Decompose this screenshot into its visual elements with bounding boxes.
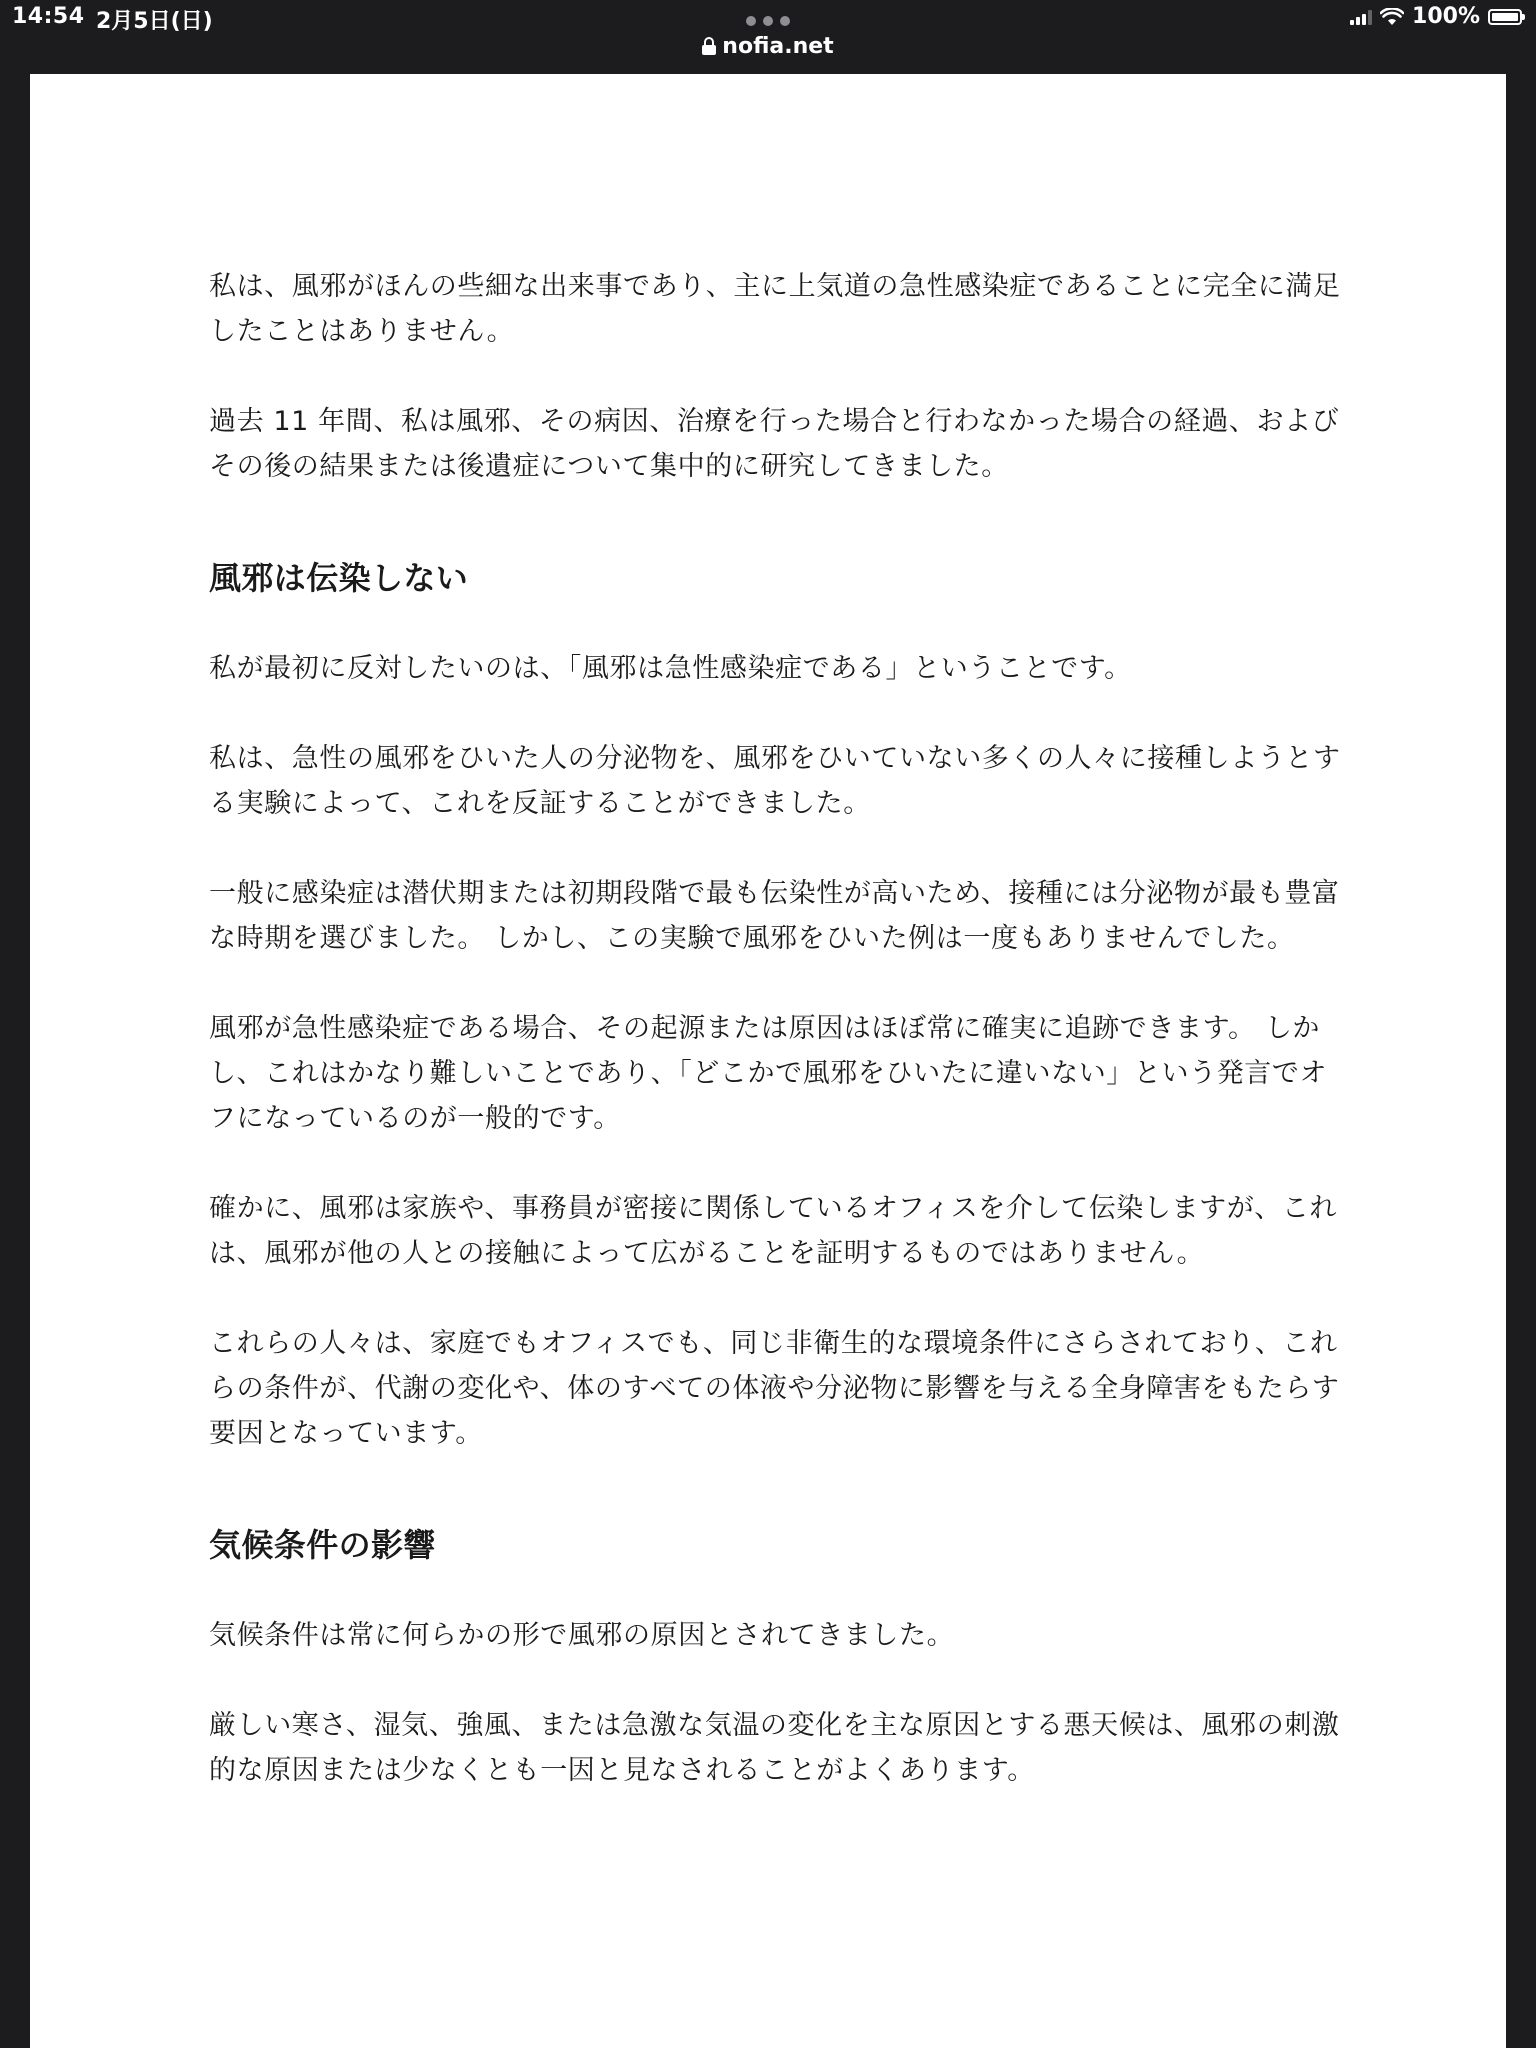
section-heading: 風邪は伝染しない (209, 559, 469, 597)
paragraph: 私が最初に反対したいのは、「風邪は急性感染症である」ということです。 (209, 653, 1132, 684)
section-heading: 気候条件の影響 (209, 1526, 436, 1564)
article-body (209, 264, 1349, 1793)
signal-icon (1350, 9, 1372, 25)
paragraph: 過去 11 年間、私は風邪、その病因、治療を行った場合と行わなかった場合の経過、およびその後の結果または後遺症について集中的に研究してきました。 (209, 406, 1340, 482)
status-bar (0, 0, 1536, 74)
paragraph: 気候条件は常に何らかの形で風邪の原因とされてきました。 (209, 1620, 955, 1651)
address-bar[interactable] (0, 34, 1536, 59)
battery-percent: 100% (1412, 4, 1480, 29)
status-date: 2月5日(日) (96, 9, 213, 34)
paragraph: 風邪が急性感染症である場合、その起源または原因はほぼ常に確実に追跡できます。 しかし、これはかなり難しいことであり、「どこかで風邪をひいたに違いない」という発言でオフになっているのが一般的です。 (209, 1013, 1328, 1134)
lock-icon (702, 37, 716, 55)
url-text: nofia.net (722, 34, 834, 59)
paragraph: 一般に感染症は潜伏期または初期段階で最も伝染性が高いため、接種には分泌物が最も豊富な時期を選びました。 しかし、この実験で風邪をひいた例は一度もありませんでした。 (209, 878, 1340, 954)
paragraph: 確かに、風邪は家族や、事務員が密接に関係しているオフィスを介して伝染しますが、これは、風邪が他の人との接触によって広がることを証明するものではありません。 (209, 1193, 1338, 1269)
battery-icon (1488, 9, 1522, 25)
more-dots-icon[interactable] (746, 16, 790, 28)
paragraph: 私は、風邪がほんの些細な出来事であり、主に上気道の急性感染症であることに完全に満足したことはありません。 (209, 271, 1341, 347)
status-time: 14:54 (12, 4, 85, 29)
status-indicators (1350, 4, 1522, 29)
wifi-icon (1380, 8, 1404, 26)
paragraph: 厳しい寒さ、湿気、強風、または急激な気温の変化を主な原因とする悪天候は、風邪の刺激的な原因または少なくとも一因と見なされることがよくあります。 (209, 1710, 1340, 1786)
paragraph: 私は、急性の風邪をひいた人の分泌物を、風邪をひいていない多くの人々に接種しようとする実験によって、これを反証することができました。 (209, 743, 1341, 819)
web-page[interactable] (30, 74, 1506, 2048)
paragraph: これらの人々は、家庭でもオフィスでも、同じ非衛生的な環境条件にさらされており、これらの条件が、代謝の変化や、体のすべての体液や分泌物に影響を与える全身障害をもたらす要因となっています。 (209, 1328, 1340, 1449)
